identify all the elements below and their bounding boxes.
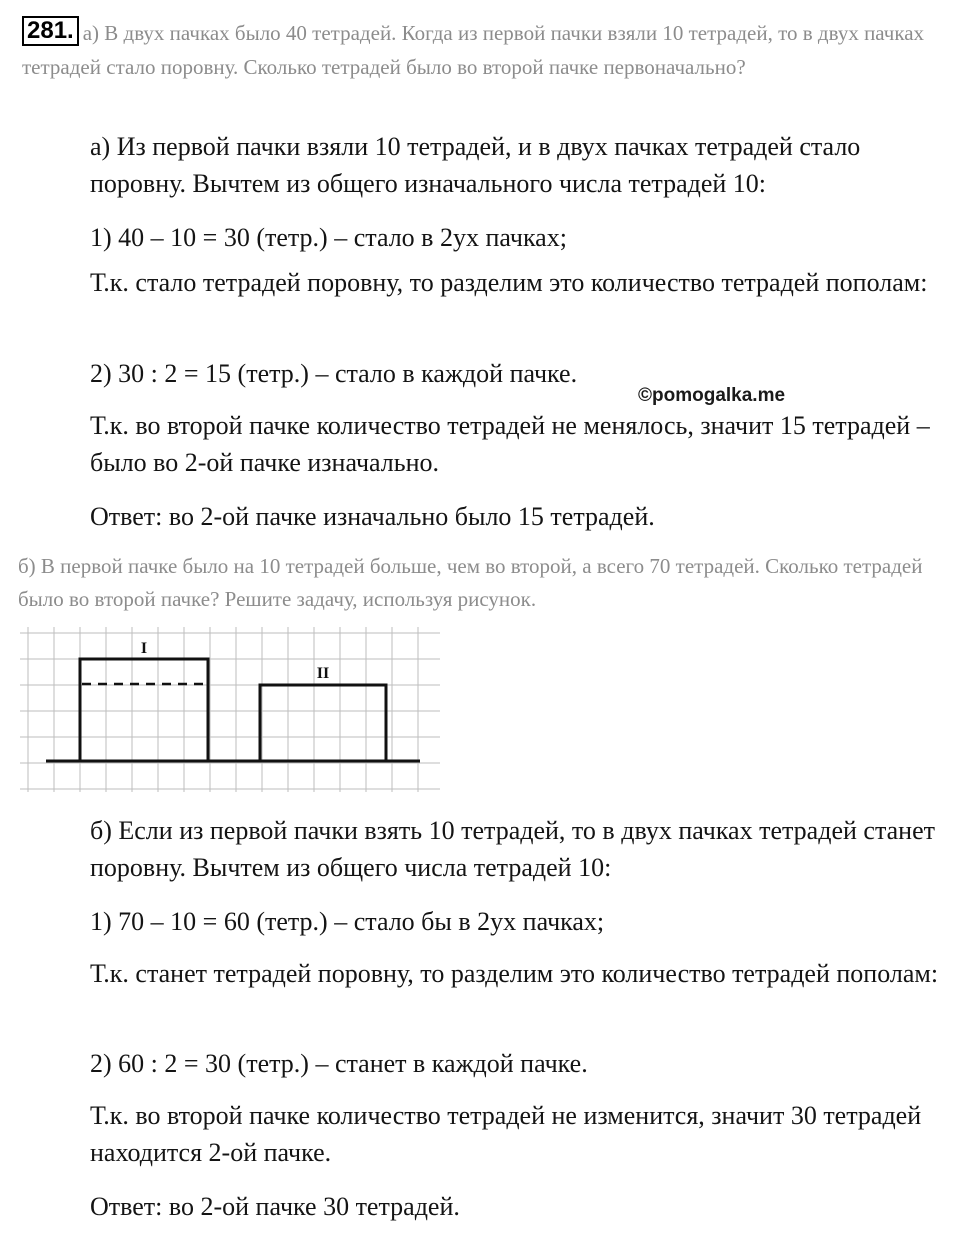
diagram-figure: [20, 627, 442, 800]
problem-b-text: б) В первой пачке было на 10 тетрадей больше, чем во второй, а всего 70 тетрадей. Сколько тетрадей было во второй пачке? Решите задачу, используя рисунок.: [18, 554, 923, 611]
label-first-pack: I: [140, 640, 148, 657]
solution-a-explain: Т.к. стало тетрадей поровну, то разделим это количество тетрадей пополам:: [90, 268, 928, 297]
problem-a-text: а) В двух пачках было 40 тетрадей. Когда из первой пачки взяли 10 тетрадей, то в двух пачках тетрадей стало поровну. Сколько тетрадей было во второй пачке первоначально?: [22, 21, 925, 79]
grid-lines: [20, 627, 440, 792]
problem-statement-a: [22, 16, 947, 84]
solution-a-intro: а) Из первой пачки взяли 10 тетрадей, и в двух пачках тетрадей стало поровну. Вычтем из общего изначального числа тетрадей 10:: [90, 132, 861, 198]
solution-a-step1: 1) 40 – 10 = 30 (тетр.) – стало в 2ух пачках;: [90, 223, 567, 252]
solution-b-conclusion: Т.к. во второй пачке количество тетрадей не изменится, значит 30 тетрадей находится 2-ой пачке.: [90, 1101, 922, 1167]
watermark: ©pomogalka.me: [638, 385, 786, 406]
solution-b-intro: б) Если из первой пачки взять 10 тетрадей, то в двух пачках тетрадей станет поровну. Вычтем из общего числа тетрадей 10:: [90, 816, 935, 882]
bar-second-pack: [260, 685, 386, 761]
label-second-pack: II: [316, 665, 330, 682]
problem-number: 281.: [22, 16, 79, 46]
solution-a-step2: 2) 30 : 2 = 15 (тетр.) – стало в каждой пачке.: [90, 359, 578, 388]
solution-b-step1: 1) 70 – 10 = 60 (тетр.) – стало бы в 2ух пачках;: [90, 907, 605, 936]
solution-b-explain: Т.к. станет тетрадей поровну, то разделим это количество тетрадей пополам:: [90, 959, 939, 988]
bar-first-pack: [80, 659, 208, 761]
solution-b-answer: Ответ: во 2-ой пачке 30 тетрадей.: [90, 1192, 460, 1221]
grid-diagram: [20, 627, 442, 795]
solution-b-step2: 2) 60 : 2 = 30 (тетр.) – станет в каждой пачке.: [90, 1049, 588, 1078]
solution-a-conclusion: Т.к. во второй пачке количество тетрадей не менялось, значит 15 тетрадей – было во 2-ой пачке изначально.: [90, 411, 930, 477]
solution-a-answer: Ответ: во 2-ой пачке изначально было 15 тетрадей.: [90, 502, 655, 531]
